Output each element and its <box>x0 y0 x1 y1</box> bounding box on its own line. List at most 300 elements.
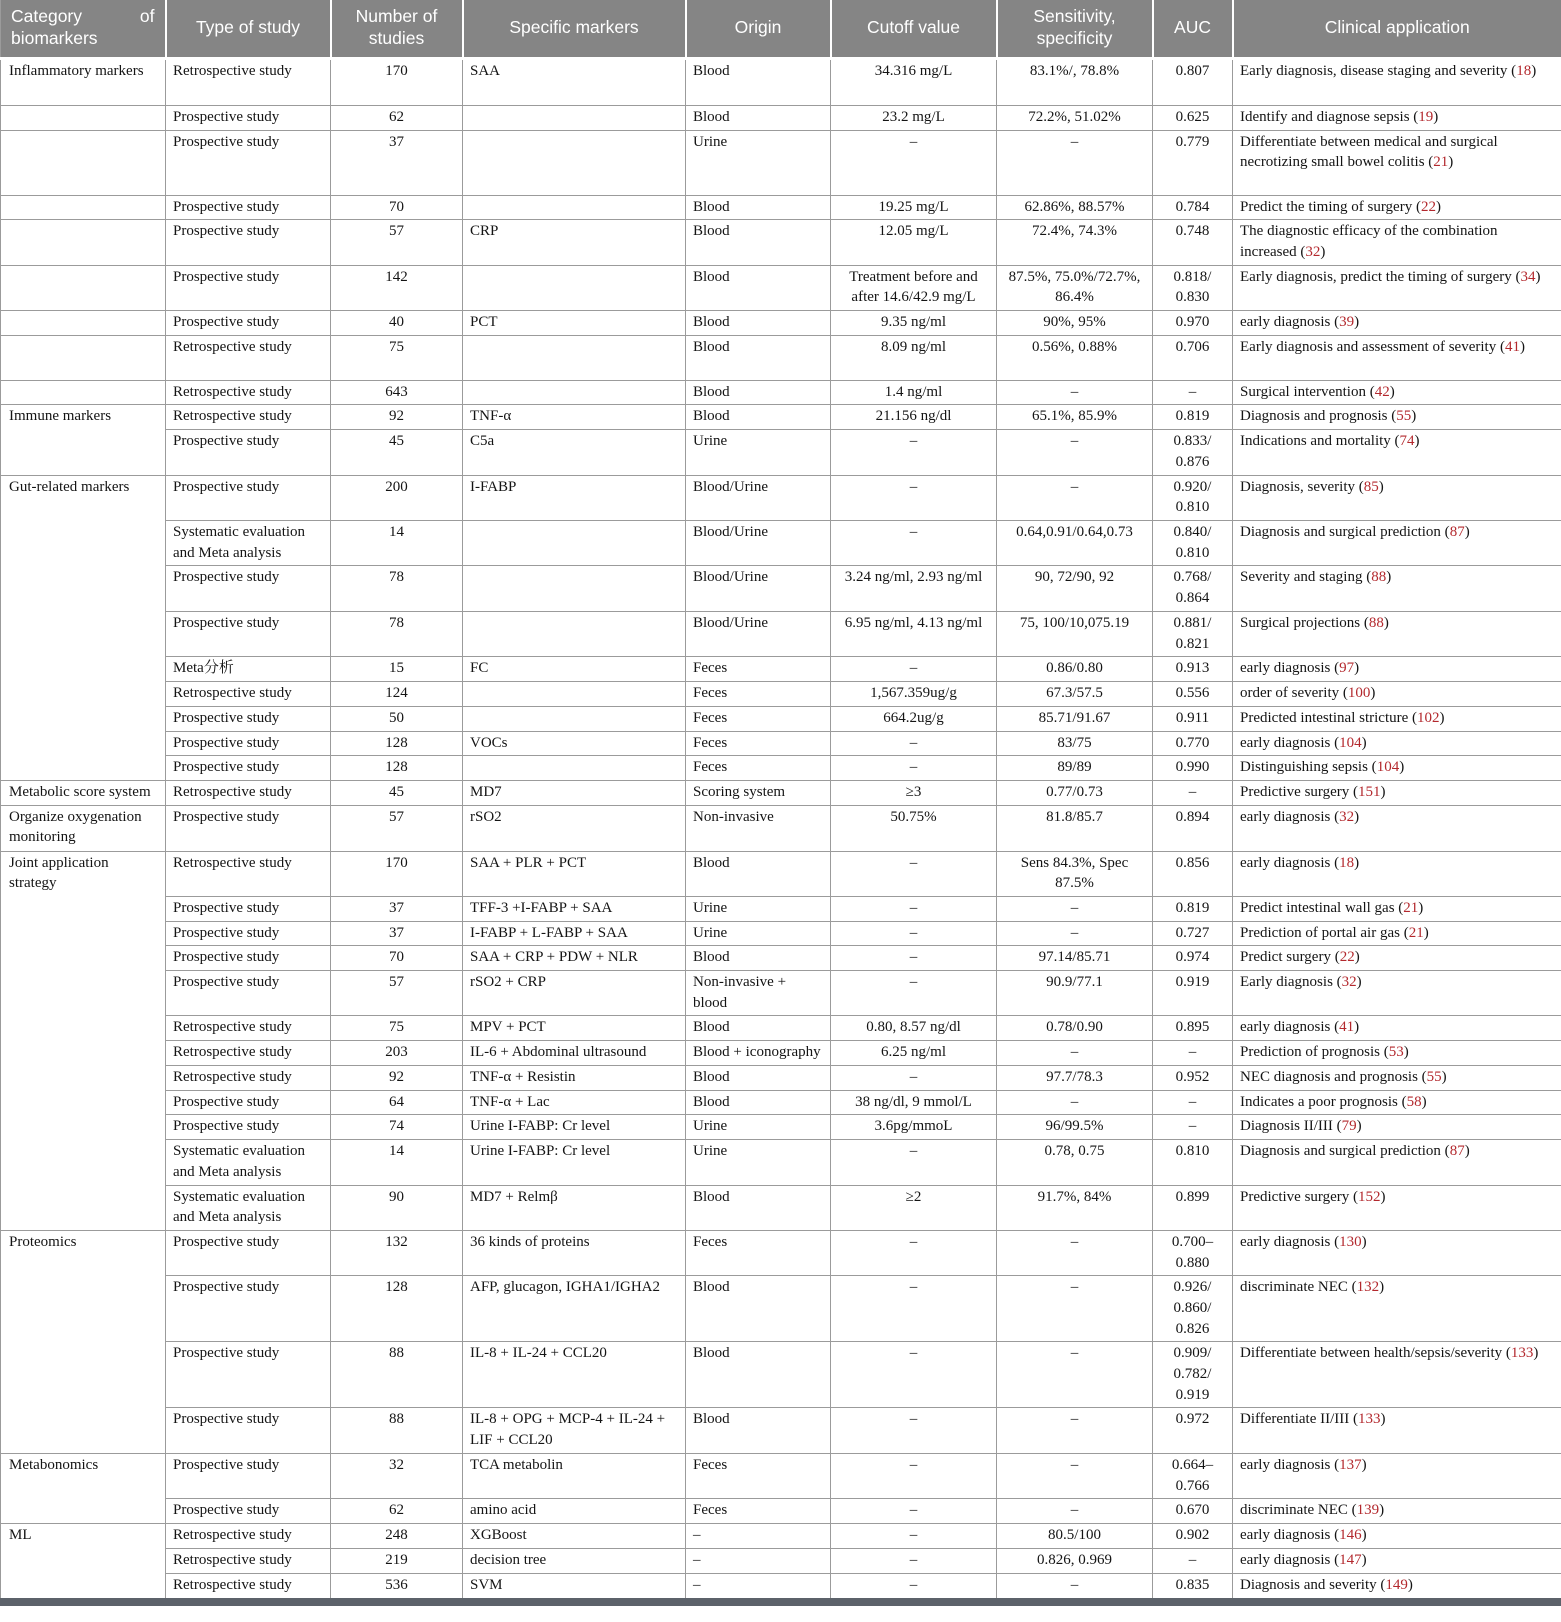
clinical-application-cell: Indications and mortality (74) <box>1233 430 1561 475</box>
number-of-studies-cell: 536 <box>331 1574 463 1602</box>
cutoff-value-cell: – <box>831 130 997 195</box>
specific-marker-cell: XGBoost <box>463 1524 686 1549</box>
study-type-cell: Prospective study <box>166 195 331 220</box>
clinical-application-cell: early diagnosis (104) <box>1233 731 1561 756</box>
cutoff-value-cell: 664.2ug/g <box>831 706 997 731</box>
sensitivity-specificity-cell: – <box>997 430 1153 475</box>
category-cell <box>1 195 166 220</box>
study-type-cell: Prospective study <box>166 566 331 611</box>
specific-marker-cell <box>463 706 686 731</box>
origin-cell: Blood/Urine <box>686 521 831 566</box>
specific-marker-cell <box>463 195 686 220</box>
study-type-cell: Retrospective study <box>166 681 331 706</box>
sensitivity-specificity-cell: 72.4%, 74.3% <box>997 220 1153 265</box>
cutoff-value-cell: – <box>831 475 997 520</box>
cutoff-value-cell: – <box>831 851 997 896</box>
clinical-application-cell: early diagnosis (18) <box>1233 851 1561 896</box>
origin-cell: Blood <box>686 1185 831 1230</box>
specific-marker-cell: 36 kinds of proteins <box>463 1230 686 1275</box>
specific-marker-cell: I-FABP + L-FABP + SAA <box>463 921 686 946</box>
sensitivity-specificity-cell: 75, 100/10,075.19 <box>997 611 1153 656</box>
number-of-studies-cell: 200 <box>331 475 463 520</box>
study-type-cell: Prospective study <box>166 475 331 520</box>
cutoff-value-cell: – <box>831 1065 997 1090</box>
study-type-cell: Prospective study <box>166 265 331 310</box>
clinical-application-cell: Predict surgery (22) <box>1233 946 1561 971</box>
number-of-studies-cell: 248 <box>331 1524 463 1549</box>
clinical-application-cell: order of severity (100) <box>1233 681 1561 706</box>
specific-marker-cell: TNF-α + Resistin <box>463 1065 686 1090</box>
table-row <box>1 1499 1561 1524</box>
category-cell <box>1 380 166 405</box>
cutoff-value-cell: – <box>831 657 997 682</box>
table-row <box>1 971 1561 1016</box>
table-row <box>1 1549 1561 1574</box>
specific-marker-cell <box>463 521 686 566</box>
citation-ref[interactable]: 104 <box>1376 759 1400 776</box>
auc-cell: 0.779 <box>1153 130 1233 195</box>
specific-marker-cell <box>463 611 686 656</box>
number-of-studies-cell: 50 <box>331 706 463 731</box>
table-row <box>1 105 1561 130</box>
column-header-number-of-studies: Number of studies <box>331 0 463 58</box>
specific-marker-cell: MD7 <box>463 780 686 805</box>
origin-cell: – <box>686 1549 831 1574</box>
table-row <box>1 611 1561 656</box>
citation-ref[interactable]: 85 <box>1363 478 1379 495</box>
origin-cell: Blood <box>686 1016 831 1041</box>
citation-ref[interactable]: 133 <box>1358 1411 1381 1428</box>
sensitivity-specificity-cell: 80.5/100 <box>997 1524 1153 1549</box>
citation-ref[interactable]: 18 <box>1339 854 1355 871</box>
study-type-cell: Prospective study <box>166 805 331 851</box>
table-row <box>1 1041 1561 1066</box>
category-cell: Organize oxygenation monitoring <box>1 805 166 851</box>
cutoff-value-cell: ≥3 <box>831 780 997 805</box>
sensitivity-specificity-cell: 0.78/0.90 <box>997 1016 1153 1041</box>
table-row <box>1 566 1561 611</box>
number-of-studies-cell: 15 <box>331 657 463 682</box>
sensitivity-specificity-cell: – <box>997 1499 1153 1524</box>
sensitivity-specificity-cell: 81.8/85.7 <box>997 805 1153 851</box>
number-of-studies-cell: 128 <box>331 731 463 756</box>
auc-cell: – <box>1153 1090 1233 1115</box>
sensitivity-specificity-cell: 0.56%, 0.88% <box>997 335 1153 380</box>
table-row <box>1 265 1561 310</box>
specific-marker-cell: C5a <box>463 430 686 475</box>
column-header-cutoff-value: Cutoff value <box>831 0 997 58</box>
specific-marker-cell: TCA metabolin <box>463 1453 686 1498</box>
auc-cell: 0.909/ 0.782/ 0.919 <box>1153 1342 1233 1408</box>
clinical-application-cell: Predictive surgery (151) <box>1233 780 1561 805</box>
table-row <box>1 430 1561 475</box>
citation-ref[interactable]: 149 <box>1385 1577 1408 1594</box>
cutoff-value-cell: 21.156 ng/dl <box>831 405 997 430</box>
auc-cell: 0.911 <box>1153 706 1233 731</box>
specific-marker-cell: rSO2 <box>463 805 686 851</box>
specific-marker-cell: MPV + PCT <box>463 1016 686 1041</box>
number-of-studies-cell: 142 <box>331 265 463 310</box>
cutoff-value-cell: 3.24 ng/ml, 2.93 ng/ml <box>831 566 997 611</box>
cutoff-value-cell: Treatment before and after 14.6/42.9 mg/L <box>831 265 997 310</box>
number-of-studies-cell: 88 <box>331 1342 463 1408</box>
table-row <box>1 1185 1561 1230</box>
category-cell: Metabonomics <box>1 1453 166 1523</box>
origin-cell: Blood <box>686 405 831 430</box>
table-row <box>1 405 1561 430</box>
clinical-application-cell: Differentiate between medical and surgical necrotizing small bowel colitis (21) <box>1233 130 1561 195</box>
citation-ref[interactable]: 41 <box>1504 338 1520 355</box>
citation-ref[interactable]: 88 <box>1368 614 1384 631</box>
table-row <box>1 1276 1561 1342</box>
clinical-application-cell: early diagnosis (39) <box>1233 310 1561 335</box>
study-type-cell: Retrospective study <box>166 405 331 430</box>
origin-cell: Blood + iconography <box>686 1041 831 1066</box>
sensitivity-specificity-cell: 0.64,0.91/0.64,0.73 <box>997 521 1153 566</box>
citation-ref[interactable]: 97 <box>1339 660 1355 677</box>
table-row <box>1 897 1561 922</box>
cutoff-value-cell: – <box>831 1524 997 1549</box>
citation-ref[interactable]: 18 <box>1516 62 1532 79</box>
origin-cell: Blood <box>686 195 831 220</box>
specific-marker-cell: SAA <box>463 58 686 105</box>
cutoff-value-cell: – <box>831 1276 997 1342</box>
table-row <box>1 1524 1561 1549</box>
number-of-studies-cell: 170 <box>331 58 463 105</box>
auc-cell: 0.856 <box>1153 851 1233 896</box>
specific-marker-cell <box>463 380 686 405</box>
study-type-cell: Prospective study <box>166 1115 331 1140</box>
citation-ref[interactable]: 55 <box>1426 1068 1442 1085</box>
clinical-application-cell: Diagnosis and surgical prediction (87) <box>1233 1140 1561 1185</box>
column-header-auc: AUC <box>1153 0 1233 58</box>
origin-cell: Non-invasive + blood <box>686 971 831 1016</box>
number-of-studies-cell: 75 <box>331 1016 463 1041</box>
cutoff-value-cell: – <box>831 1549 997 1574</box>
study-type-cell: Retrospective study <box>166 1549 331 1574</box>
sensitivity-specificity-cell: 83.1%/, 78.8% <box>997 58 1153 105</box>
specific-marker-cell <box>463 681 686 706</box>
citation-ref[interactable]: 152 <box>1358 1188 1381 1205</box>
cutoff-value-cell: 1,567.359ug/g <box>831 681 997 706</box>
citation-ref[interactable]: 42 <box>1374 383 1390 400</box>
citation-ref[interactable]: 130 <box>1339 1233 1362 1250</box>
cutoff-value-cell: – <box>831 1574 997 1602</box>
number-of-studies-cell: 37 <box>331 921 463 946</box>
clinical-application-cell: Predicted intestinal stricture (102) <box>1233 706 1561 731</box>
citation-ref[interactable]: 147 <box>1339 1552 1362 1569</box>
auc-cell: 0.835 <box>1153 1574 1233 1602</box>
citation-ref[interactable]: 102 <box>1417 709 1440 726</box>
study-type-cell: Prospective study <box>166 430 331 475</box>
clinical-application-cell: Early diagnosis, predict the timing of surgery (34) <box>1233 265 1561 310</box>
number-of-studies-cell: 203 <box>331 1041 463 1066</box>
sensitivity-specificity-cell: – <box>997 1342 1153 1408</box>
specific-marker-cell: IL-8 + OPG + MCP-4 + IL-24 + LIF + CCL20 <box>463 1408 686 1453</box>
cutoff-value-cell: – <box>831 430 997 475</box>
auc-cell: 0.556 <box>1153 681 1233 706</box>
specific-marker-cell: TNF-α + Lac <box>463 1090 686 1115</box>
clinical-application-cell: early diagnosis (146) <box>1233 1524 1561 1549</box>
origin-cell: Blood <box>686 851 831 896</box>
number-of-studies-cell: 78 <box>331 566 463 611</box>
study-type-cell: Retrospective study <box>166 1574 331 1602</box>
auc-cell: – <box>1153 1041 1233 1066</box>
auc-cell: 0.784 <box>1153 195 1233 220</box>
clinical-application-cell: NEC diagnosis and prognosis (55) <box>1233 1065 1561 1090</box>
auc-cell: 0.700– 0.880 <box>1153 1230 1233 1275</box>
origin-cell: Blood <box>686 1065 831 1090</box>
citation-ref[interactable]: 41 <box>1339 1019 1355 1036</box>
origin-cell: Urine <box>686 430 831 475</box>
citation-ref[interactable]: 132 <box>1356 1279 1380 1296</box>
table-row <box>1 335 1561 380</box>
study-type-cell: Prospective study <box>166 220 331 265</box>
table-row <box>1 756 1561 781</box>
origin-cell: Feces <box>686 756 831 781</box>
study-type-cell: Retrospective study <box>166 58 331 105</box>
study-type-cell: Prospective study <box>166 897 331 922</box>
origin-cell: Blood <box>686 1276 831 1342</box>
auc-cell: 0.919 <box>1153 971 1233 1016</box>
citation-ref[interactable]: 32 <box>1341 974 1357 991</box>
category-cell <box>1 310 166 335</box>
table-row <box>1 1140 1561 1185</box>
auc-cell: 0.913 <box>1153 657 1233 682</box>
number-of-studies-cell: 57 <box>331 220 463 265</box>
sensitivity-specificity-cell: 91.7%, 84% <box>997 1185 1153 1230</box>
cutoff-value-cell: 19.25 mg/L <box>831 195 997 220</box>
citation-ref[interactable]: 151 <box>1358 783 1381 800</box>
cutoff-value-cell: 50.75% <box>831 805 997 851</box>
number-of-studies-cell: 57 <box>331 805 463 851</box>
auc-cell: 0.894 <box>1153 805 1233 851</box>
sensitivity-specificity-cell: 0.77/0.73 <box>997 780 1153 805</box>
origin-cell: Urine <box>686 897 831 922</box>
sensitivity-specificity-cell: 97.7/78.3 <box>997 1065 1153 1090</box>
table-row <box>1 946 1561 971</box>
sensitivity-specificity-cell: – <box>997 1453 1153 1498</box>
clinical-application-cell: The diagnostic efficacy of the combination increased (32) <box>1233 220 1561 265</box>
origin-cell: – <box>686 1524 831 1549</box>
clinical-application-cell: Early diagnosis (32) <box>1233 971 1561 1016</box>
citation-ref[interactable]: 79 <box>1341 1118 1357 1135</box>
number-of-studies-cell: 75 <box>331 335 463 380</box>
specific-marker-cell: rSO2 + CRP <box>463 971 686 1016</box>
citation-ref[interactable]: 21 <box>1403 900 1419 916</box>
sensitivity-specificity-cell: – <box>997 1276 1153 1342</box>
clinical-application-cell: early diagnosis (41) <box>1233 1016 1561 1041</box>
citation-ref[interactable]: 133 <box>1510 1345 1534 1362</box>
category-cell <box>1 130 166 195</box>
cutoff-value-cell: – <box>831 731 997 756</box>
clinical-application-cell: Distinguishing sepsis (104) <box>1233 756 1561 781</box>
sensitivity-specificity-cell: 85.71/91.67 <box>997 706 1153 731</box>
table-row <box>1 521 1561 566</box>
study-type-cell: Prospective study <box>166 756 331 781</box>
citation-ref[interactable]: 139 <box>1356 1502 1380 1519</box>
citation-ref[interactable]: 87 <box>1449 1143 1465 1160</box>
origin-cell: Blood <box>686 58 831 105</box>
citation-ref[interactable]: 146 <box>1339 1527 1362 1544</box>
category-cell <box>1 220 166 265</box>
citation-ref[interactable]: 34 <box>1520 268 1536 285</box>
clinical-application-cell: Diagnosis and prognosis (55) <box>1233 405 1561 430</box>
column-header-study-type: Type of study <box>166 0 331 58</box>
clinical-application-cell: Prediction of portal air gas (21) <box>1233 921 1561 946</box>
study-type-cell: Retrospective study <box>166 335 331 380</box>
citation-ref[interactable]: 137 <box>1339 1456 1362 1473</box>
specific-marker-cell: SVM <box>463 1574 686 1602</box>
citation-ref[interactable]: 74 <box>1399 433 1415 450</box>
clinical-application-cell: Surgical projections (88) <box>1233 611 1561 656</box>
citation-ref[interactable]: 88 <box>1371 569 1387 586</box>
table-row <box>1 130 1561 195</box>
number-of-studies-cell: 219 <box>331 1549 463 1574</box>
origin-cell: Blood/Urine <box>686 475 831 520</box>
citation-ref[interactable]: 53 <box>1388 1044 1404 1061</box>
column-header-category: Category of biomarkers <box>1 0 166 58</box>
table-row <box>1 921 1561 946</box>
specific-marker-cell: decision tree <box>463 1549 686 1574</box>
table-row <box>1 475 1561 520</box>
citation-ref[interactable]: 100 <box>1347 684 1371 701</box>
auc-cell: – <box>1153 780 1233 805</box>
clinical-application-cell: Prediction of prognosis (53) <box>1233 1041 1561 1066</box>
clinical-application-cell: Differentiate II/III (133) <box>1233 1408 1561 1453</box>
origin-cell: Blood/Urine <box>686 566 831 611</box>
auc-cell: 0.807 <box>1153 58 1233 105</box>
auc-cell: 0.895 <box>1153 1016 1233 1041</box>
origin-cell: Feces <box>686 1499 831 1524</box>
study-type-cell: Systematic evaluation and Meta analysis <box>166 1185 331 1230</box>
origin-cell: Scoring system <box>686 780 831 805</box>
auc-cell: 0.727 <box>1153 921 1233 946</box>
auc-cell: 0.920/ 0.810 <box>1153 475 1233 520</box>
auc-cell: 0.770 <box>1153 731 1233 756</box>
header-row <box>1 0 1561 58</box>
table-row <box>1 58 1561 105</box>
citation-ref[interactable]: 21 <box>1408 924 1424 941</box>
number-of-studies-cell: 92 <box>331 1065 463 1090</box>
sensitivity-specificity-cell: 62.86%, 88.57% <box>997 195 1153 220</box>
origin-cell: Blood <box>686 220 831 265</box>
sensitivity-specificity-cell: 65.1%, 85.9% <box>997 405 1153 430</box>
cutoff-value-cell: – <box>831 1408 997 1453</box>
cutoff-value-cell: 34.316 mg/L <box>831 58 997 105</box>
study-type-cell: Prospective study <box>166 921 331 946</box>
clinical-application-cell: early diagnosis (130) <box>1233 1230 1561 1275</box>
citation-ref[interactable]: 39 <box>1339 313 1355 330</box>
table-row <box>1 380 1561 405</box>
number-of-studies-cell: 170 <box>331 851 463 896</box>
sensitivity-specificity-cell: 90, 72/90, 92 <box>997 566 1153 611</box>
number-of-studies-cell: 90 <box>331 1185 463 1230</box>
origin-cell: Urine <box>686 921 831 946</box>
auc-cell: – <box>1153 1115 1233 1140</box>
origin-cell: Blood <box>686 335 831 380</box>
study-type-cell: Prospective study <box>166 1342 331 1408</box>
origin-cell: Feces <box>686 657 831 682</box>
origin-cell: – <box>686 1574 831 1602</box>
study-type-cell: Prospective study <box>166 1453 331 1498</box>
auc-cell: – <box>1153 380 1233 405</box>
number-of-studies-cell: 14 <box>331 521 463 566</box>
origin-cell: Feces <box>686 706 831 731</box>
citation-ref[interactable]: 22 <box>1420 198 1436 215</box>
origin-cell: Non-invasive <box>686 805 831 851</box>
specific-marker-cell: IL-8 + IL-24 + CCL20 <box>463 1342 686 1408</box>
citation-ref[interactable]: 87 <box>1449 524 1465 541</box>
citation-ref[interactable]: 19 <box>1418 108 1434 125</box>
citation-ref[interactable]: 32 <box>1305 243 1321 260</box>
specific-marker-cell: PCT <box>463 310 686 335</box>
cutoff-value-cell: – <box>831 1140 997 1185</box>
specific-marker-cell: I-FABP <box>463 475 686 520</box>
sensitivity-specificity-cell: – <box>997 921 1153 946</box>
number-of-studies-cell: 128 <box>331 1276 463 1342</box>
cutoff-value-cell: – <box>831 1230 997 1275</box>
table-row <box>1 780 1561 805</box>
clinical-application-cell: discriminate NEC (139) <box>1233 1499 1561 1524</box>
auc-cell: 0.970 <box>1153 310 1233 335</box>
study-type-cell: Prospective study <box>166 611 331 656</box>
table-row <box>1 1016 1561 1041</box>
table-row <box>1 195 1561 220</box>
auc-cell: 0.881/ 0.821 <box>1153 611 1233 656</box>
clinical-application-cell: Predictive surgery (152) <box>1233 1185 1561 1230</box>
sensitivity-specificity-cell: 87.5%, 75.0%/72.7%, 86.4% <box>997 265 1153 310</box>
sensitivity-specificity-cell: 89/89 <box>997 756 1153 781</box>
clinical-application-cell: discriminate NEC (132) <box>1233 1276 1561 1342</box>
category-cell <box>1 105 166 130</box>
cutoff-value-cell: 12.05 mg/L <box>831 220 997 265</box>
study-type-cell: Prospective study <box>166 946 331 971</box>
study-type-cell: Retrospective study <box>166 1524 331 1549</box>
cutoff-value-cell: 0.80, 8.57 ng/dl <box>831 1016 997 1041</box>
cutoff-value-cell: – <box>831 1499 997 1524</box>
sensitivity-specificity-cell: 0.86/0.80 <box>997 657 1153 682</box>
table-row <box>1 1115 1561 1140</box>
citation-ref[interactable]: 104 <box>1339 734 1362 751</box>
clinical-application-cell: early diagnosis (97) <box>1233 657 1561 682</box>
citation-ref[interactable]: 21 <box>1433 154 1449 171</box>
specific-marker-cell <box>463 130 686 195</box>
sensitivity-specificity-cell: 0.78, 0.75 <box>997 1140 1153 1185</box>
study-type-cell: Prospective study <box>166 1090 331 1115</box>
citation-ref[interactable]: 58 <box>1406 1093 1422 1110</box>
study-type-cell: Retrospective study <box>166 1041 331 1066</box>
clinical-application-cell: Diagnosis and severity (149) <box>1233 1574 1561 1602</box>
table-row <box>1 1453 1561 1498</box>
table-header <box>1 0 1561 58</box>
specific-marker-cell: Urine I-FABP: Cr level <box>463 1115 686 1140</box>
cutoff-value-cell: ≥2 <box>831 1185 997 1230</box>
sensitivity-specificity-cell: 72.2%, 51.02% <box>997 105 1153 130</box>
citation-ref[interactable]: 22 <box>1339 949 1355 966</box>
sensitivity-specificity-cell: – <box>997 1230 1153 1275</box>
clinical-application-cell: Predict intestinal wall gas (21) <box>1233 897 1561 922</box>
number-of-studies-cell: 92 <box>331 405 463 430</box>
auc-cell: 0.768/ 0.864 <box>1153 566 1233 611</box>
citation-ref[interactable]: 55 <box>1396 408 1412 425</box>
sensitivity-specificity-cell: 97.14/85.71 <box>997 946 1153 971</box>
number-of-studies-cell: 62 <box>331 1499 463 1524</box>
citation-ref[interactable]: 32 <box>1339 808 1355 825</box>
number-of-studies-cell: 45 <box>331 780 463 805</box>
study-type-cell: Prospective study <box>166 971 331 1016</box>
auc-cell: 0.972 <box>1153 1408 1233 1453</box>
